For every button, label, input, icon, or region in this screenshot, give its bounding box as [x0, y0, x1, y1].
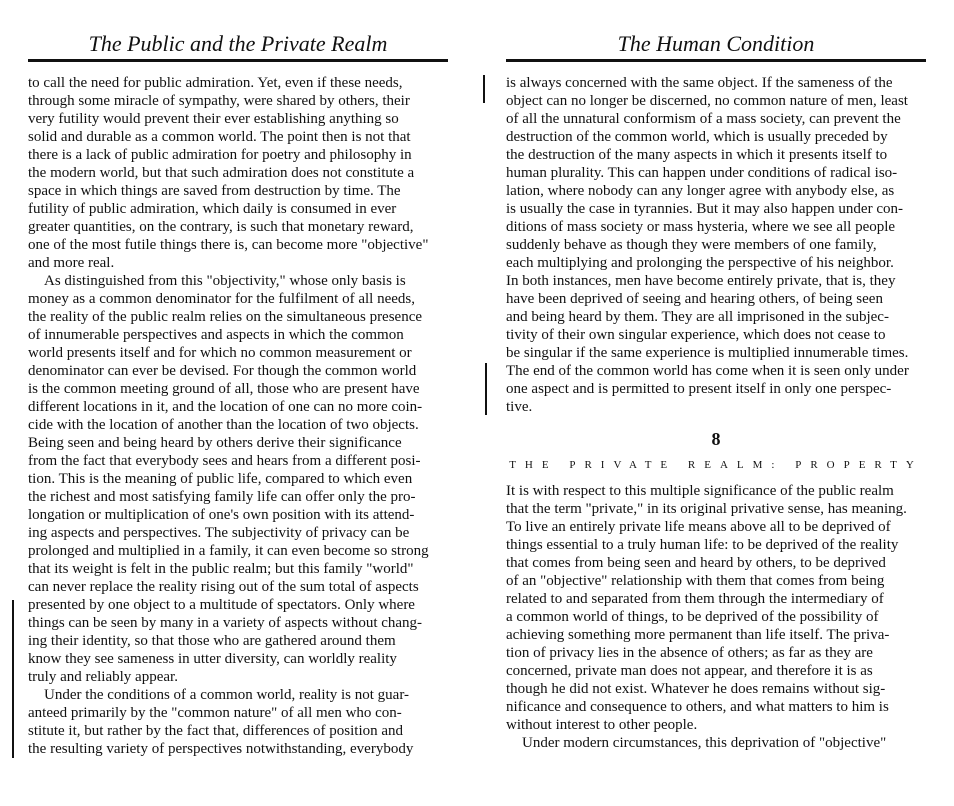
text-line: world presents itself and for which no common measurement or: [28, 345, 412, 361]
text-line: Under the conditions of a common world, reality is not guar-: [44, 687, 410, 703]
text-line: suddenly behave as though they were members of one family,: [506, 237, 877, 253]
text-line: lation, where nobody can any longer agree with anybody else, as: [506, 183, 895, 199]
text-line: each multiplying and prolonging the perspective of his neighbor.: [506, 255, 894, 271]
text-line: greater quantities, on the contrary, is such that monetary reward,: [28, 219, 414, 235]
text-line: Being seen and being heard by others derive their significance: [28, 435, 402, 451]
text-line: that the term "private," in its original privative sense, has meaning.: [506, 501, 907, 517]
text-line: It is with respect to this multiple significance of the public realm: [506, 483, 894, 499]
text-line: cide with the location of another than the location of two objects.: [28, 417, 419, 433]
text-line: object can no longer be discerned, no common nature of men, least: [506, 93, 908, 109]
left-page-body: [28, 74, 448, 758]
left-page-header: The Public and the Private Realm: [88, 31, 388, 56]
text-line: to call the need for public admiration. Yet, even if these needs,: [28, 75, 403, 91]
text-line: that comes from being seen and heard by others, to be deprived: [506, 555, 886, 571]
text-line: anteed primarily by the "common nature" of all men who con-: [28, 705, 402, 721]
text-line: that its weight is felt in the public realm; but this family "world": [28, 561, 414, 577]
text-line: one aspect and is permitted to present itself in only one perspec-: [506, 381, 892, 397]
chapter-title: THE PRIVATE REALM: PROPERTY: [509, 459, 923, 471]
text-line: solid and durable as a common world. The point then is not that: [28, 129, 411, 145]
right-page-header: The Human Condition: [617, 31, 815, 56]
text-line: through some miracle of sympathy, were shared by others, their: [28, 93, 410, 109]
text-line: concerned, private man does not appear, and therefore it is as: [506, 663, 873, 679]
text-line: As distinguished from this "objectivity," whose only basis is: [44, 273, 406, 289]
text-line: denominator can ever be devised. For though the common world: [28, 363, 417, 379]
text-line: very futility would prevent their ever establishing anything so: [28, 111, 399, 127]
text-line: different locations in it, and the location of one can no more coin-: [28, 399, 423, 415]
text-line: ing aspects and perspectives. The subjectivity of privacy can be: [28, 525, 410, 541]
right-page-body-top: [506, 74, 926, 416]
text-line: To live an entirely private life means above all to be deprived of: [506, 519, 891, 535]
text-line: destruction of the common world, which is usually preceded by: [506, 129, 888, 145]
text-line: of an "objective" relationship with them that comes from being: [506, 573, 885, 589]
text-line: a common world of things, to be deprived of the possibility of: [506, 609, 879, 625]
text-line: have been deprived of seeing and hearing others, of being seen: [506, 291, 883, 307]
left-header-rule: [28, 59, 448, 62]
text-line: of innumerable perspectives and aspects in which the common: [28, 327, 404, 343]
text-line: achieving something more permanent than life itself. The priva-: [506, 627, 890, 643]
text-line: without interest to other people.: [506, 717, 698, 733]
margin-bar-left: [12, 600, 14, 758]
text-line: know they see sameness in utter diversity, can worldly reality: [28, 651, 397, 667]
text-line: human plurality. This can happen under conditions of radical iso-: [506, 165, 898, 181]
text-line: futility of public admiration, which daily is consumed in ever: [28, 201, 397, 217]
text-line: ing their identity, so that those who are gathered around them: [28, 633, 396, 649]
text-line: of all the unnatural conformism of a mass society, can prevent the: [506, 111, 901, 127]
text-line: is usually the case in tyrannies. But it may also happen under con-: [506, 201, 903, 217]
margin-bar-right-middle: [485, 363, 487, 415]
text-line: the resulting variety of perspectives notwithstanding, everybody: [28, 741, 414, 757]
text-line: truly and reliably appear.: [28, 669, 178, 685]
text-line: the richest and most satisfying family life can offer only the pro-: [28, 489, 416, 505]
text-line: tion of privacy lies in the absence of others; as far as they are: [506, 645, 873, 661]
text-line: The end of the common world has come when it is seen only under: [506, 363, 909, 379]
margin-bar-right-top: [483, 75, 485, 103]
text-line: In both instances, men have become entirely private, that is, they: [506, 273, 896, 289]
text-line: be singular if the same experience is multiplied innumerable times.: [506, 345, 909, 361]
text-line: tive.: [506, 399, 533, 415]
right-page: [506, 0, 926, 806]
text-line: the destruction of the many aspects in which it presents itself to: [506, 147, 888, 163]
text-line: from the fact that everybody sees and hears from a different posi-: [28, 453, 421, 469]
text-line: ditions of mass society or mass hysteria, where we see all people: [506, 219, 896, 235]
text-line: stitute it, but rather by the fact that, differences of position and: [28, 723, 404, 739]
text-line: and more real.: [28, 255, 115, 271]
text-line: related to and separated from them through the intermediary of: [506, 591, 884, 607]
text-line: one of the most futile things there is, can become more "objective": [28, 237, 429, 253]
text-line: tion. This is the meaning of public life, compared to which even: [28, 471, 413, 487]
text-line: tivity of their own singular experience, which does not cease to: [506, 327, 886, 343]
text-line: though he did not exist. Whatever he does remains without sig-: [506, 681, 886, 697]
text-line: can never replace the reality rising out of the sum total of aspects: [28, 579, 419, 595]
text-line: the modern world, but that such admiration does not constitute a: [28, 165, 415, 181]
left-page: [28, 0, 448, 806]
chapter-number: 8: [711, 429, 721, 449]
text-line: there is a lack of public admiration for poetry and philosophy in: [28, 147, 412, 163]
text-line: is the common meeting ground of all, those who are present have: [28, 381, 420, 397]
right-header-rule: [506, 59, 926, 62]
right-page-body-bottom: [506, 482, 926, 752]
text-line: nificance and consequence to others, and what matters to him is: [506, 699, 889, 715]
text-line: things can be seen by many in a variety of aspects without chang-: [28, 615, 423, 631]
text-line: money as a common denominator for the fulfilment of all needs,: [28, 291, 415, 307]
text-line: and being heard by them. They are all imprisoned in the subjec-: [506, 309, 889, 325]
text-line: things essential to a truly human life: to be deprived of the reality: [506, 537, 899, 553]
text-line: Under modern circumstances, this deprivation of "objective": [522, 735, 887, 751]
text-line: space in which things are saved from destruction by time. The: [28, 183, 401, 199]
text-line: prolonged and multiplied in a family, it can even become so strong: [28, 543, 429, 559]
text-line: the reality of the public realm relies on the simultaneous presence: [28, 309, 423, 325]
text-line: presented by one object to a multitude of spectators. Only where: [28, 597, 415, 613]
text-line: longation or multiplication of one's own position with its attend-: [28, 507, 415, 523]
text-line: is always concerned with the same object. If the sameness of the: [506, 75, 893, 91]
